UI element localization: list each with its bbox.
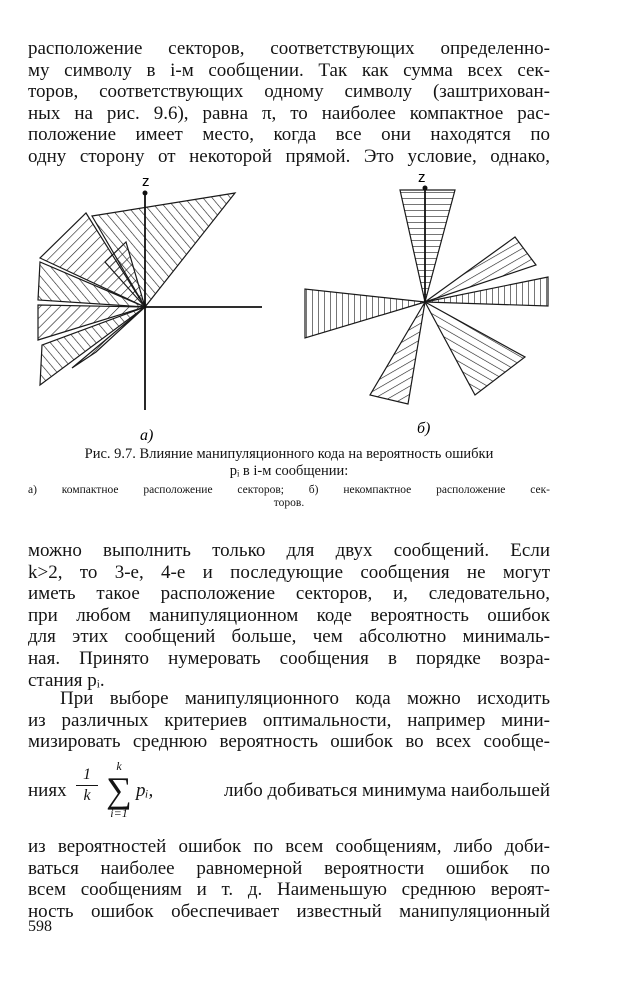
text-line: k>2, то 3-е, 4-е и последующие сообщения не могут — [28, 561, 550, 583]
summand: pᵢ, — [136, 780, 154, 801]
sum-lower-limit: i=1 — [110, 806, 128, 820]
axis-label-z-b: z — [418, 169, 426, 186]
sum-symbol: ∑ — [106, 770, 132, 810]
text-line: иметь такое расположение секторов, и, следовательно, — [28, 583, 550, 605]
text-line: ная. Принято нумеровать сообщения в порядке возра- — [28, 647, 550, 669]
caption-line: Рис. 9.7. Влияние манипуляционного кода на вероятность ошибки — [84, 446, 494, 462]
panel-b-diagram — [305, 186, 548, 405]
formula-word-before: ниях — [28, 780, 67, 801]
paragraph-second — [28, 688, 550, 753]
panel-b-label: б) — [417, 420, 431, 437]
text-line: торов, соответствующих одному символу (заштрихован- — [28, 81, 550, 103]
fraction-bar — [76, 785, 98, 786]
caption-line: pᵢ в i-м сообщении: — [229, 463, 349, 479]
text-line: всем сообщениям и т. д. Наименьшую среднюю вероят- — [28, 879, 550, 901]
text-line: при любом манипуляционном коде вероятность ошибок — [28, 604, 550, 626]
fraction-numerator: 1 — [83, 766, 91, 783]
panel-a-diagram — [38, 191, 262, 411]
formula-line — [28, 760, 550, 830]
formula-word-after: либо добиваться минимума наибольшей — [223, 780, 550, 801]
text-line: из вероятностей ошибок по всем сообщениям, либо доби- — [28, 836, 550, 857]
legend-line: торов. — [273, 497, 305, 509]
text-line: расположение секторов, соответствующих определенно- — [28, 38, 550, 59]
figure-caption — [28, 446, 550, 480]
sector-b-left — [305, 289, 425, 338]
text-line: При выборе манипуляционного кода можно исходить — [60, 688, 550, 709]
fraction — [76, 766, 98, 805]
text-line: мизировать среднюю вероятность ошибок во всех сообще- — [28, 731, 550, 753]
paragraph-middle — [28, 540, 550, 691]
sector-b-lower-right — [425, 302, 525, 395]
text-line: му символу в i-м сообщении. Так как сумма всех сек- — [28, 59, 550, 81]
legend-line: а) компактное расположение секторов; б) некомпактное расположение сек- — [28, 484, 550, 496]
text-line: ность ошибок обеспечивает известный манипуляционный — [28, 900, 550, 922]
text-line: одну сторону от некоторой прямой. Это условие, однако, — [28, 145, 550, 167]
text-line: ваться наиболее равномерной вероятности ошибок по — [28, 857, 550, 879]
text-line: можно выполнить только для двух сообщений. Если — [28, 540, 550, 561]
sum-upper-limit: k — [116, 759, 122, 773]
axis-label-z-a: z — [142, 173, 150, 190]
figure-legend — [28, 484, 550, 510]
summation — [104, 760, 134, 820]
text-line: положение имеет место, когда все они находятся по — [28, 124, 550, 146]
text-line: ных на рис. 9.6), равна π, то наиболее компактное рас- — [28, 102, 550, 124]
text-line: из различных критериев оптимальности, например мини- — [28, 709, 550, 731]
page-number: 598 — [28, 918, 52, 935]
paragraph-bottom — [28, 836, 550, 922]
panel-a-label: а) — [140, 427, 154, 444]
text-line: для этих сообщений больше, чем абсолютно минималь- — [28, 626, 550, 648]
text-line: стания pᵢ. — [28, 669, 105, 691]
sector-b-lower-left — [370, 302, 425, 404]
sector-b-top — [400, 190, 455, 302]
fraction-denominator: k — [83, 787, 91, 804]
